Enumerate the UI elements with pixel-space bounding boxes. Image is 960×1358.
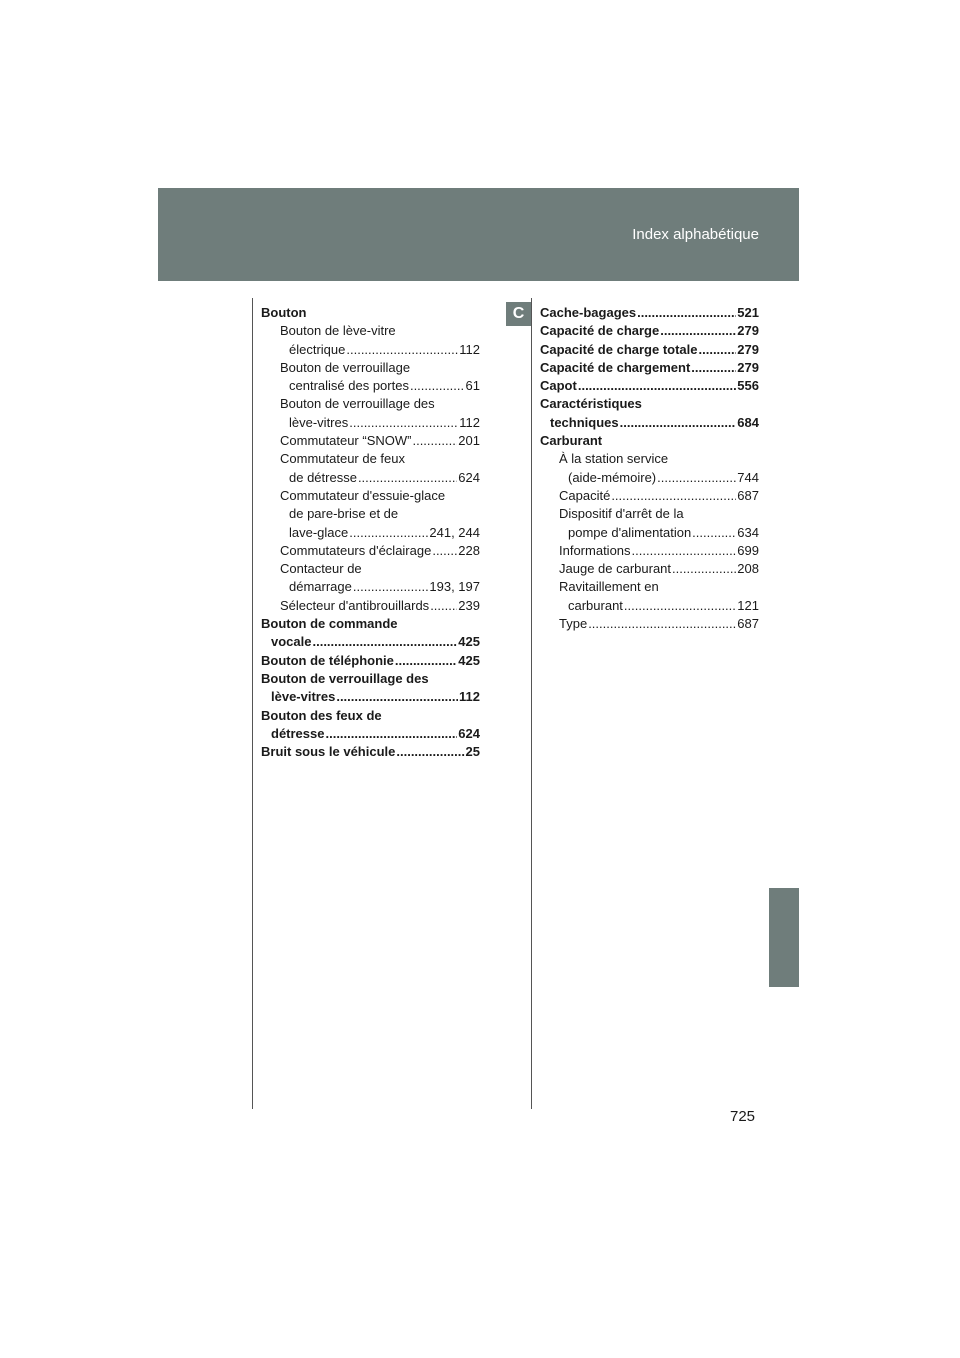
index-entry: Commutateur “SNOW” ..... 201 bbox=[261, 432, 480, 450]
index-entry: centralisé des portes ..... 61 bbox=[261, 377, 480, 395]
index-entry: Bouton de verrouillage des bbox=[261, 670, 429, 686]
index-entry: détresse ..... 624 bbox=[261, 725, 480, 743]
index-entry: À la station service bbox=[559, 451, 669, 467]
index-entry: Ravitaillement en bbox=[559, 579, 659, 595]
index-entry: Sélecteur d'antibrouillards ..... 239 bbox=[261, 597, 480, 615]
index-entry: Bouton de lève-vitre bbox=[280, 323, 396, 339]
left-divider bbox=[252, 298, 253, 1109]
index-entry: de détresse ..... 624 bbox=[261, 469, 480, 487]
index-entry: Type ..... 687 bbox=[540, 615, 759, 633]
index-entry: Dispositif d'arrêt de la bbox=[559, 506, 684, 522]
index-entry: lave-glace ..... 241, 244 bbox=[261, 524, 480, 542]
index-entry: pompe d'alimentation ..... 634 bbox=[540, 524, 759, 542]
index-entry: Capacité ..... 687 bbox=[540, 487, 759, 505]
index-entry: vocale ..... 425 bbox=[261, 633, 480, 651]
index-entry: Contacteur de bbox=[280, 561, 362, 577]
index-entry: Informations ..... 699 bbox=[540, 542, 759, 560]
index-entry: Capot ..... 556 bbox=[540, 377, 759, 395]
index-entry: Bouton bbox=[261, 305, 307, 320]
index-column-left bbox=[261, 304, 480, 761]
index-entry: Bouton de commande bbox=[261, 616, 398, 632]
index-entry: Commutateur de feux bbox=[280, 451, 406, 467]
header-title: Index alphabétique bbox=[632, 226, 759, 243]
index-entry: Cache-bagages ..... 521 bbox=[540, 304, 759, 322]
index-entry: Commutateurs d'éclairage ..... 228 bbox=[261, 542, 480, 560]
index-entry: démarrage ..... 193, 197 bbox=[261, 578, 480, 596]
index-entry: Bouton des feux de bbox=[261, 707, 382, 723]
index-entry: techniques ..... 684 bbox=[540, 414, 759, 432]
section-letter-badge: C bbox=[506, 302, 531, 326]
index-entry: lève-vitres ..... 112 bbox=[261, 688, 480, 706]
index-entry: carburant ..... 121 bbox=[540, 597, 759, 615]
section-side-tab bbox=[769, 888, 799, 987]
page-header bbox=[158, 188, 799, 281]
index-entry: Bruit sous le véhicule ..... 25 bbox=[261, 743, 480, 761]
index-entry: de pare-brise et de bbox=[289, 506, 399, 522]
index-entry: électrique ..... 112 bbox=[261, 341, 480, 359]
page-number: 725 bbox=[730, 1108, 756, 1125]
index-entry: (aide-mémoire) ..... 744 bbox=[540, 469, 759, 487]
index-entry: Bouton de téléphonie ..... 425 bbox=[261, 652, 480, 670]
index-entry: Capacité de chargement ..... 279 bbox=[540, 359, 759, 377]
index-entry: Jauge de carburant ..... 208 bbox=[540, 560, 759, 578]
index-entry: Capacité de charge totale ..... 279 bbox=[540, 341, 759, 359]
index-entry: Capacité de charge ..... 279 bbox=[540, 322, 759, 340]
index-entry: Caractéristiques bbox=[540, 396, 642, 412]
index-entry: Carburant bbox=[540, 433, 603, 449]
index-entry: Commutateur d'essuie-glace bbox=[280, 487, 446, 503]
center-divider bbox=[531, 298, 532, 1109]
index-entry: lève-vitres ..... 112 bbox=[261, 414, 480, 432]
index-column-right bbox=[540, 304, 759, 633]
index-entry: Bouton de verrouillage bbox=[280, 359, 411, 375]
index-entry: Bouton de verrouillage des bbox=[280, 396, 435, 412]
